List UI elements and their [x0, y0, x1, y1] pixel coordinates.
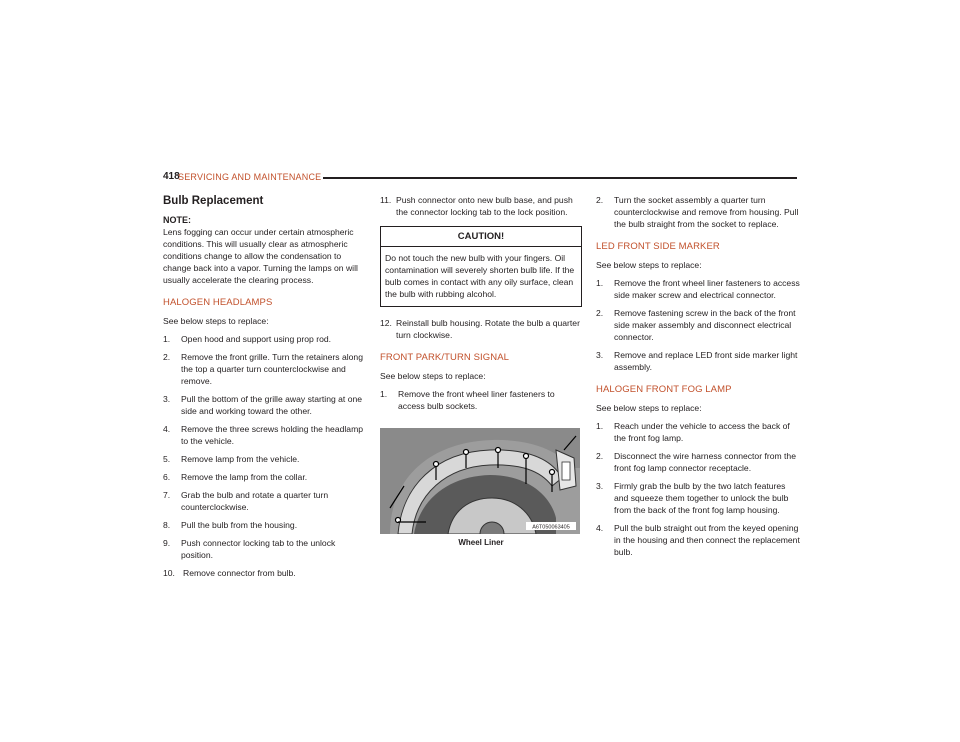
list-item: 12. Reinstall bulb housing. Rotate the bulb a quarter turn clockwise.: [380, 318, 580, 340]
column-1: [163, 194, 363, 585]
list-item: 10. Remove connector from bulb.: [163, 568, 296, 578]
list-item: 8. Pull the bulb from the housing.: [163, 520, 298, 530]
list-item: 11. Push connector onto new bulb base, and push the connector locking tab to the lock position.: [380, 195, 573, 217]
wheel-liner-figure: [380, 428, 580, 534]
led-side-marker-steps: [596, 277, 800, 373]
fog-lamp-steps: [596, 420, 800, 558]
halogen-headlamps-heading: HALOGEN HEADLAMPS: [163, 297, 273, 308]
front-park-turn-steps-continued: [596, 194, 800, 230]
list-item: 4. Remove the three screws holding the headlamp to the vehicle.: [163, 424, 364, 446]
section-title: SERVICING AND MAINTENANCE: [178, 172, 322, 182]
list-item: 1. Remove the front wheel liner fasteners to access side maker screw and electrical connector.: [596, 278, 800, 300]
list-item: 1. Reach under the vehicle to access the back of the front fog lamp.: [596, 421, 790, 443]
column-2: [380, 194, 582, 547]
figure-caption: Wheel Liner: [458, 538, 504, 547]
page-number: 418: [163, 171, 180, 182]
fog-lamp-heading: HALOGEN FRONT FOG LAMP: [596, 384, 732, 395]
list-item: 3. Remove and replace LED front side marker light assembly.: [596, 350, 798, 372]
halogen-headlamps-intro: See below steps to replace:: [163, 316, 269, 326]
header-rule: [323, 177, 797, 179]
front-park-turn-intro: See below steps to replace:: [380, 371, 486, 381]
list-item: 9. Push connector locking tab to the unlock position.: [163, 538, 336, 560]
list-item: 1. Remove the front wheel liner fasteners to access bulb sockets.: [380, 389, 555, 411]
caution-title: CAUTION!: [381, 227, 581, 247]
fog-lamp-intro: See below steps to replace:: [596, 403, 702, 413]
list-item: 5. Remove lamp from the vehicle.: [163, 454, 300, 464]
caution-box: [380, 226, 582, 307]
list-item: 2. Remove the front grille. Turn the retainers along the top a quarter turn counterclockwise and remove.: [163, 352, 363, 386]
led-side-marker-heading: LED FRONT SIDE MARKER: [596, 241, 720, 252]
front-park-turn-steps: [380, 388, 582, 412]
list-item: 6. Remove the lamp from the collar.: [163, 472, 308, 482]
halogen-headlamps-steps: [163, 333, 363, 579]
list-item: 4. Pull the bulb straight out from the keyed opening in the housing and then connect the replacement bulb.: [596, 523, 800, 557]
column-3: [596, 194, 800, 564]
list-item: 1. Open hood and support using prop rod.: [163, 334, 332, 344]
headlamp-steps-final: [380, 317, 582, 341]
figure-code: A6T050063405: [532, 524, 570, 531]
list-item: 2. Turn the socket assembly a quarter turn counterclockwise and remove from housing. Pull the bulb straight from the socket to replace.: [596, 195, 799, 229]
list-item: 2. Remove fastening screw in the back of the front side maker assembly and disconnect electrical connector.: [596, 308, 796, 342]
caution-text: Do not touch the new bulb with your fingers. Oil contamination will severely shorten bulb life. If the bulb comes in contact with any oily surface, clean the bulb with rubbing alcohol.: [385, 253, 575, 299]
wheel-liner-illustration: [380, 428, 580, 534]
list-item: 2. Disconnect the wire harness connector from the front fog lamp connector receptacle.: [596, 451, 796, 473]
note-text: Lens fogging can occur under certain atmospheric conditions. This will usually clear as atmospheric conditions change to allow the condensation to change back into a vapor. Turning the lamps on will usually accelerate the clearing process.: [163, 227, 358, 285]
headlamp-steps-continued: [380, 194, 582, 218]
list-item: 7. Grab the bulb and rotate a quarter turn counterclockwise.: [163, 490, 329, 512]
bulb-replacement-heading: Bulb Replacement: [163, 195, 264, 207]
led-side-marker-intro: See below steps to replace:: [596, 260, 702, 270]
list-item: 3. Pull the bottom of the grille away starting at one side and working toward the other.: [163, 394, 363, 416]
note-label: NOTE:: [163, 215, 191, 225]
list-item: 3. Firmly grab the bulb by the two latch features and squeeze them together to unlock the bulb from the back of the front fog lamp housing.: [596, 481, 789, 515]
page-header: [163, 170, 797, 186]
front-park-turn-heading: FRONT PARK/TURN SIGNAL: [380, 352, 510, 363]
